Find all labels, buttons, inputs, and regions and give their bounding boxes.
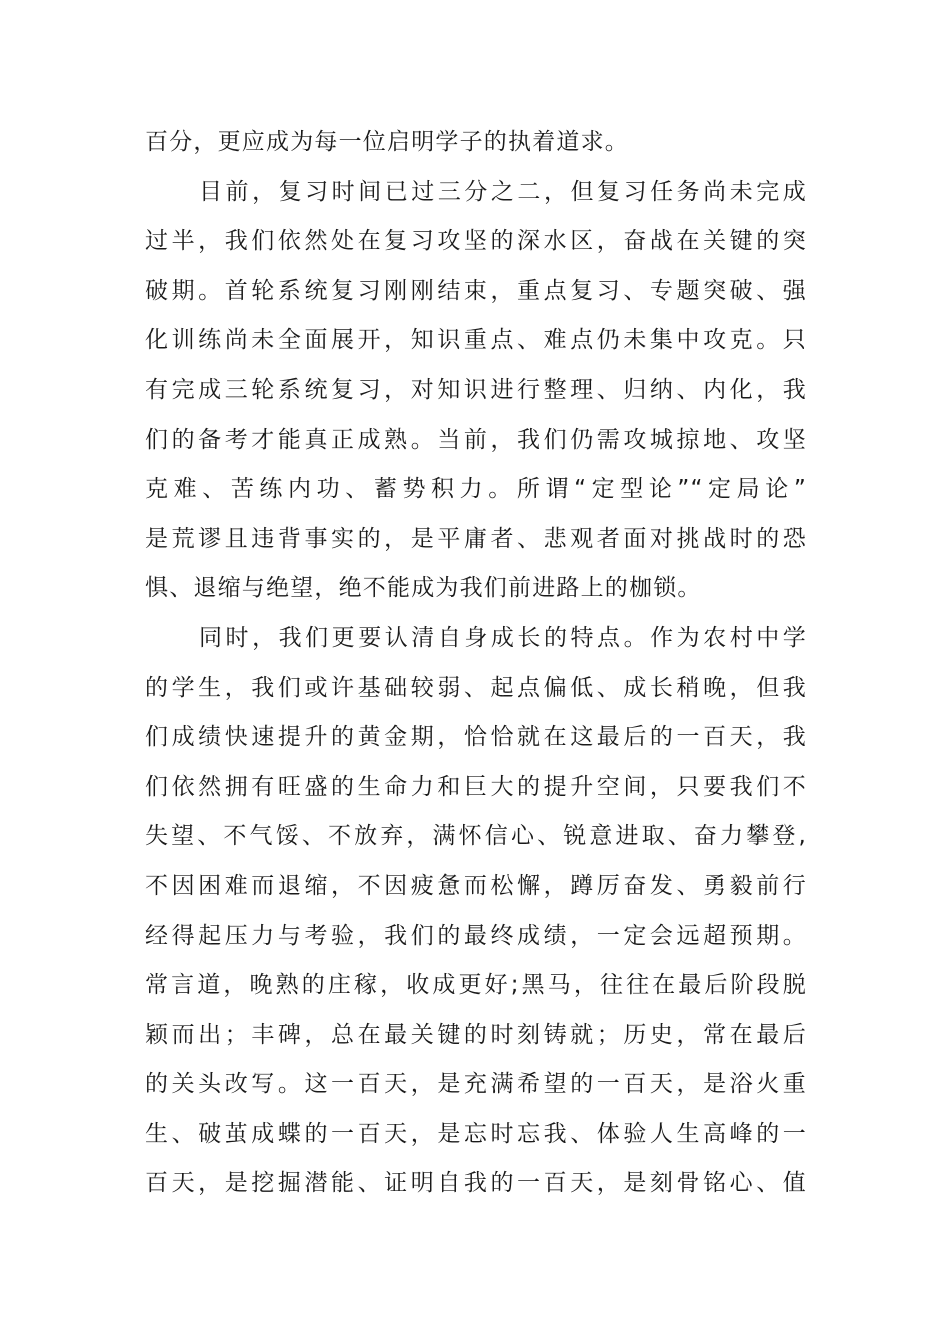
text-line: 克难、苦练内功、蓄势积力。所谓“定型论”“定局论”	[145, 476, 807, 503]
text-line: 生、破茧成蝶的一百天，是忘时忘我、体验人生高峰的一	[145, 1120, 807, 1147]
text-line: 们成绩快速提升的黄金期，恰恰就在这最后的一百天，我	[145, 724, 807, 751]
text-line: 的关头改写。这一百天，是充满希望的一百天，是浴火重	[145, 1071, 807, 1098]
text-line: 是荒谬且违背事实的，是平庸者、悲观者面对挑战时的恐	[145, 525, 807, 552]
text-line: 百天，是挖掘潜能、证明自我的一百天，是刻骨铭心、值	[145, 1170, 807, 1197]
text-line: 颖而出；丰碑，总在最关键的时刻铸就；历史，常在最后	[145, 1021, 807, 1048]
text-line: 过半，我们依然处在复习攻坚的深水区，奋战在关键的突	[145, 228, 807, 255]
text-line: 有完成三轮系统复习，对知识进行整理、归纳、内化，我	[145, 376, 807, 403]
text-line: 百分，更应成为每一位启明学子的执着道求。	[145, 129, 629, 155]
text-line: 们的备考才能真正成熟。当前，我们仍需攻城掠地、攻坚	[145, 426, 807, 453]
text-line: 破期。首轮系统复习刚刚结束，重点复习、专题突破、强	[145, 277, 807, 304]
paragraph-start-line: 同时，我们更要认清自身成长的特点。作为农村中学	[199, 624, 807, 651]
text-line: 们依然拥有旺盛的生命力和巨大的提升空间，只要我们不	[145, 773, 807, 800]
text-line: 惧、退缩与绝望，绝不能成为我们前进路上的枷锁。	[145, 575, 702, 602]
document-page	[145, 118, 807, 1209]
text-line: 经得起压力与考验，我们的最终成绩，一定会远超预期。	[145, 922, 807, 949]
text-line: 化训练尚未全面展开，知识重点、难点仍未集中攻克。只	[145, 327, 807, 354]
text-line: 不因困难而退缩，不因疲惫而松懈，蹲厉奋发、勇毅前行	[145, 872, 807, 899]
paragraph-start-line: 目前，复习时间已过三分之二，但复习任务尚未完成	[199, 178, 807, 205]
text-line: 的学生，我们或许基础较弱、起点偏低、成长稍晚，但我	[145, 674, 807, 701]
text-line: 常言道，晚熟的庄稼，收成更好;黑马，往往在最后阶段脱	[145, 972, 807, 999]
text-line: 失望、不气馁、不放弃，满怀信心、锐意进取、奋力攀登,	[145, 823, 807, 850]
